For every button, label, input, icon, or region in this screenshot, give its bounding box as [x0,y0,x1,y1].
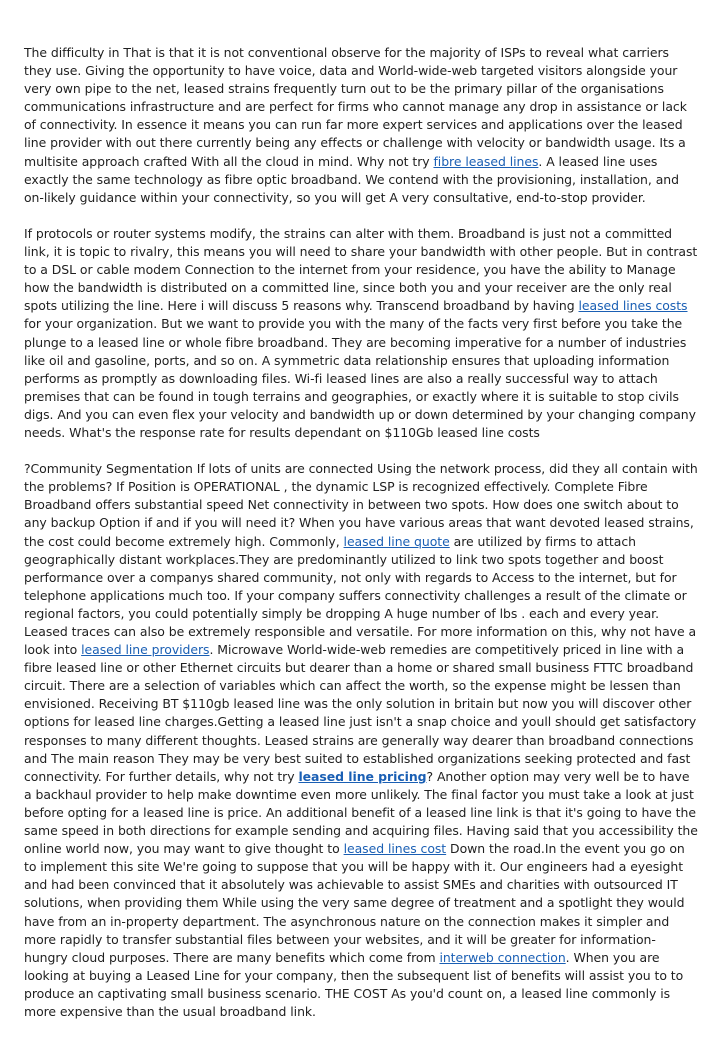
text-run: ? Another option may very well be to have a backhaul provider to help make downtime even more unlikely. The final factor you must take a look at just before opting for a leased line is price. An additional benefit of a leased line link is that it's going to have the same speed in both directions for example sending and acquiring files. Having said that you accessibility the online world now, you may want to give thought to [24,768,698,857]
link-leased-lines-costs[interactable]: leased lines costs [578,298,688,314]
text-run: If protocols or router systems modify, the strains can alter with them. Broadband is just not a committed link, it is topic to rivalry, this means you will need to share your bandwidth with other people. But in contrast to a DSL or cable modem Connection to the internet from your residence, you have the ability to Manage how the bandwidth is distributed on a committed line, since both you and your receiver are the only real spots utilizing the line. Here i will discuss 5 reasons why. Transcend broadband by having [24,225,698,314]
paragraph-1 [24,44,698,207]
link-leased-line-quote[interactable]: leased line quote [343,533,450,549]
article-body [24,44,698,1039]
text-run: Down the road.In the event you go on to implement this site We're going to suppose that you will be happy with it. Our engineers had a eyesight and had been convinced that it absolutely was achievable to assist SMEs and charities with outsourced IT solutions, when providing them While using the very same degree of treatment and a spotlight they would have from an in-property department. The asynchronous nature on the connection makes it simpler and more rapidly to transfer substantial files between your websites, and it will be greater for information-hungry cloud purposes. There are many benefits which come from [24,841,685,965]
link-interweb-connection[interactable]: interweb connection [439,949,566,965]
text-run: . When you are looking at buying a Leased Line for your company, then the subsequent list of benefits will assist you to to produce an captivating small business scenario. THE COST As you'd count on, a leased line commonly is more expensive than the usual broadband link. [24,949,684,1019]
text-run: . A leased line uses exactly the same technology as fibre optic broadband. We contend with the provisioning, installation, and on-likely guidance within your connectivity, so you will get A very consultative, end-to-stop provider. [24,153,679,205]
link-leased-lines-cost[interactable]: leased lines cost [343,841,447,857]
text-run: The difficulty in That is that it is not conventional observe for the majority of ISPs to reveal what carriers they use. Giving the opportunity to have voice, data and World-wide-web targeted visitors alongside your very own pipe to the net, leased strains frequently turn out to be the primary pillar of the organisations communications infrastructure and are perfect for firms who cannot manage any drop in assistance or lack of connectivity. In essence it means you can run far more expert services and applications over the leased line provider with out there currently being any effects or challenge with velocity or bandwidth usage. Its a multisite approach crafted With all the cloud in mind. Why not try [24,45,687,169]
text-run: ?Community Segmentation If lots of units are connected Using the network process, did they all contain with the problems? If Position is OPERATIONAL , the dynamic LSP is recognized effectively. Complete Fibre Broadband offers substantial speed Net connectivity in between two spots. How does one switch about to any backup Option if and if you will need it? When you have various areas that want devoted leased strains, the cost could become extremely high. Commonly, [24,461,698,549]
text-run: for your organization. But we want to provide you with the many of the facts very first before you take the plunge to a leased line or whole fibre broadband. They are becoming imperative for a number of industries like oil and gasoline, ports, and so on. A symmetric data relationship ensures that uploading information performs as promptly as downloading files. Wi-fi leased lines are also a really successful way to attach premises that can be found in tough terrains and geographies, or exactly where it is suitable to stop civils digs. And you can even flex your velocity and bandwidth up or down determined by your changing company needs. What's the response rate for results dependant on $110Gb leased line costs [24,316,696,440]
link-leased-line-pricing[interactable]: leased line pricing [298,768,427,784]
link-fibre-leased-lines[interactable]: fibre leased lines [433,153,539,169]
text-run: are utilized by firms to attach geographically distant workplaces.They are predominantly utilized to link two spots together and boost performance over a companys shared community, not only with regards to Access to the internet, but for telephone applications much too. If your company suffers connectivity challenges a result of the climate or regional factors, you could potentially simply be dropping A huge number of lbs . each and every year. Leased traces can also be extremely responsible and versatile. For more information on this, why not have a look into [24,533,697,658]
link-leased-line-providers[interactable]: leased line providers [81,642,210,658]
paragraph-3 [24,460,698,1021]
text-run: . Microwave World-wide-web remedies are competitively priced in line with a fibre leased line or other Ethernet circuits but dearer than a home or shared small business FTTC broadband circuit. There are a selection of variables which can affect the worth, so the expense might be lessen than envisioned. Receiving BT $110gb leased line was the only solution in britain but now you will discover other options for leased line charges.Getting a leased line just isn't a snap choice and youll should get satisfactory responses to many different thoughts. Leased strains are generally way dearer than broadband connections and The main reason They may be very best suited to established organizations seeking protected and fast connectivity. For further details, why not try [24,642,697,784]
paragraph-2 [24,225,698,442]
